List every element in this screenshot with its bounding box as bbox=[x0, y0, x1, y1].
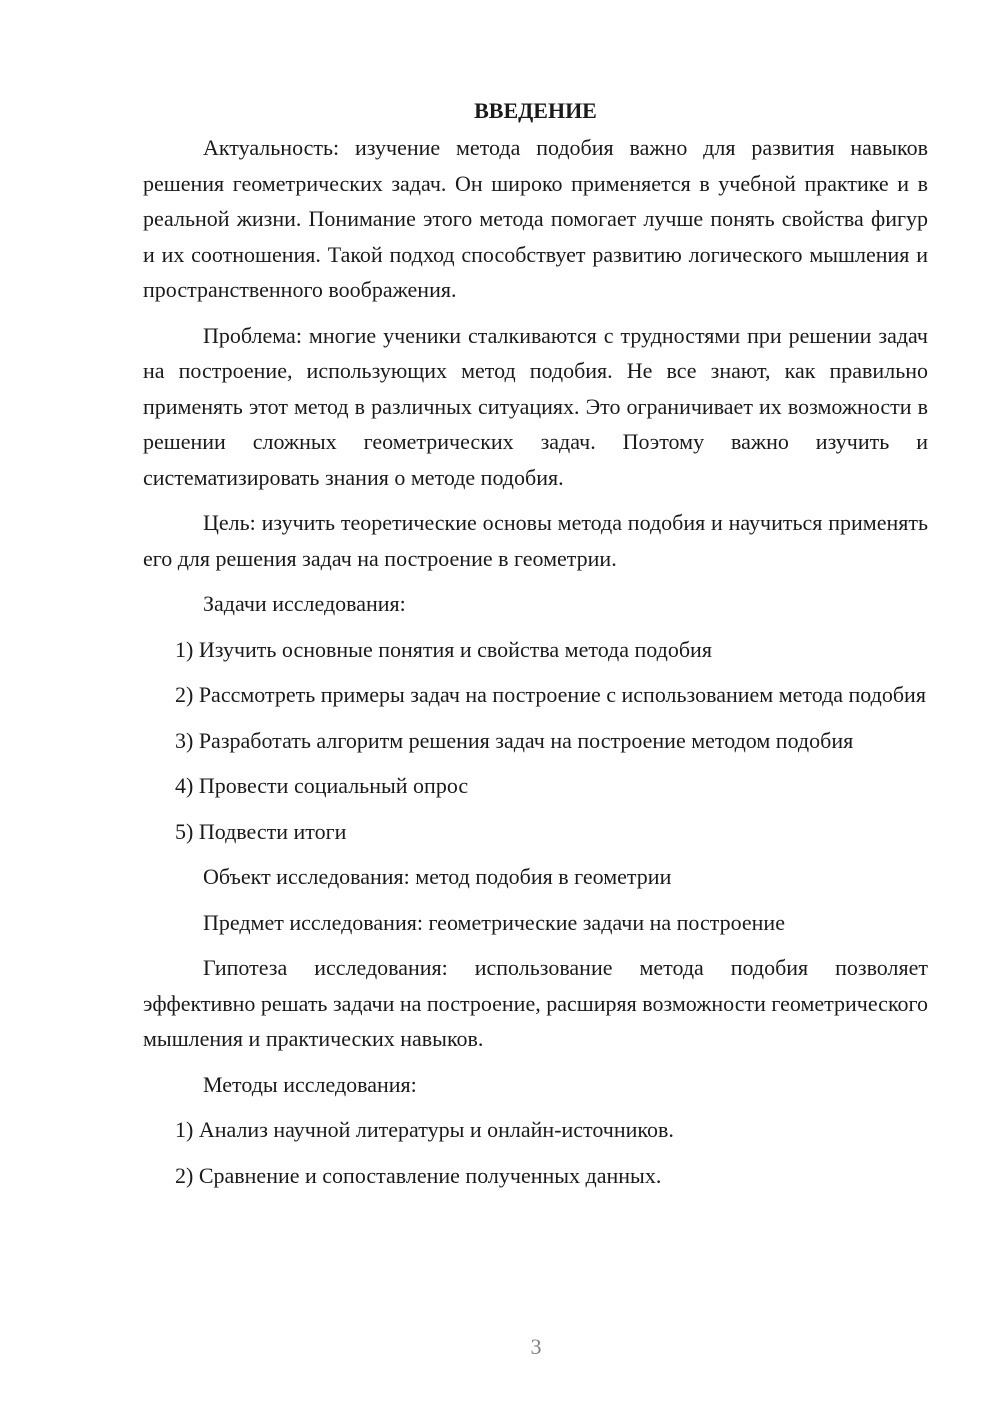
page-number: 3 bbox=[530, 1334, 542, 1359]
task-item-5: 5) Подвести итоги bbox=[175, 818, 347, 844]
task-item-1: 1) Изучить основные понятия и свойства метода подобия bbox=[175, 636, 712, 662]
hypothesis-paragraph: Гипотеза исследования: использование метода подобия позволяет эффективно решать задачи на построение, расширяя возможности геометрического мышления и практических навыков. bbox=[143, 955, 928, 1051]
task-item-3: 3) Разработать алгоритм решения задач на построение методом подобия bbox=[175, 727, 854, 753]
method-item-1: 1) Анализ научной литературы и онлайн-источников. bbox=[175, 1117, 674, 1142]
tasks-title: Задачи исследования: bbox=[203, 591, 406, 616]
object-line: Объект исследования: метод подобия в геометрии bbox=[203, 864, 672, 889]
relevance-paragraph: Актуальность: изучение метода подобия важно для развития навыков решения геометрических задач. Он широко применяется в учебной практике и в реальной жизни. Понимание этого метода помогает лучше понять свойства фигур и их соотношения. Такой подход способствует развитию логического мышления и пространственного воображения. bbox=[143, 135, 928, 302]
problem-paragraph: Проблема: многие ученики сталкиваются с трудностями при решении задач на построение, использующих метод подобия. Не все знают, как правильно применять этот метод в различных ситуациях. Это ограничивает их возможности в решении сложных геометрических задач. Поэтому важно изучить и систематизировать знания о методе подобия. bbox=[143, 322, 928, 490]
method-item-2: 2) Сравнение и сопоставление полученных данных. bbox=[175, 1162, 662, 1188]
task-item-2: 2) Рассмотреть примеры задач на построение с использованием метода подобия bbox=[175, 682, 926, 707]
section-heading: ВВЕДЕНИЕ bbox=[474, 98, 597, 123]
methods-title: Методы исследования: bbox=[203, 1071, 417, 1097]
task-item-4: 4) Провести социальный опрос bbox=[175, 773, 469, 798]
goal-paragraph: Цель: изучить теоретические основы метода подобия и научиться применять его для решения задач на построение в геометрии. bbox=[143, 510, 928, 571]
subject-line: Предмет исследования: геометрические задачи на построение bbox=[203, 909, 785, 935]
document-page bbox=[143, 96, 928, 1203]
